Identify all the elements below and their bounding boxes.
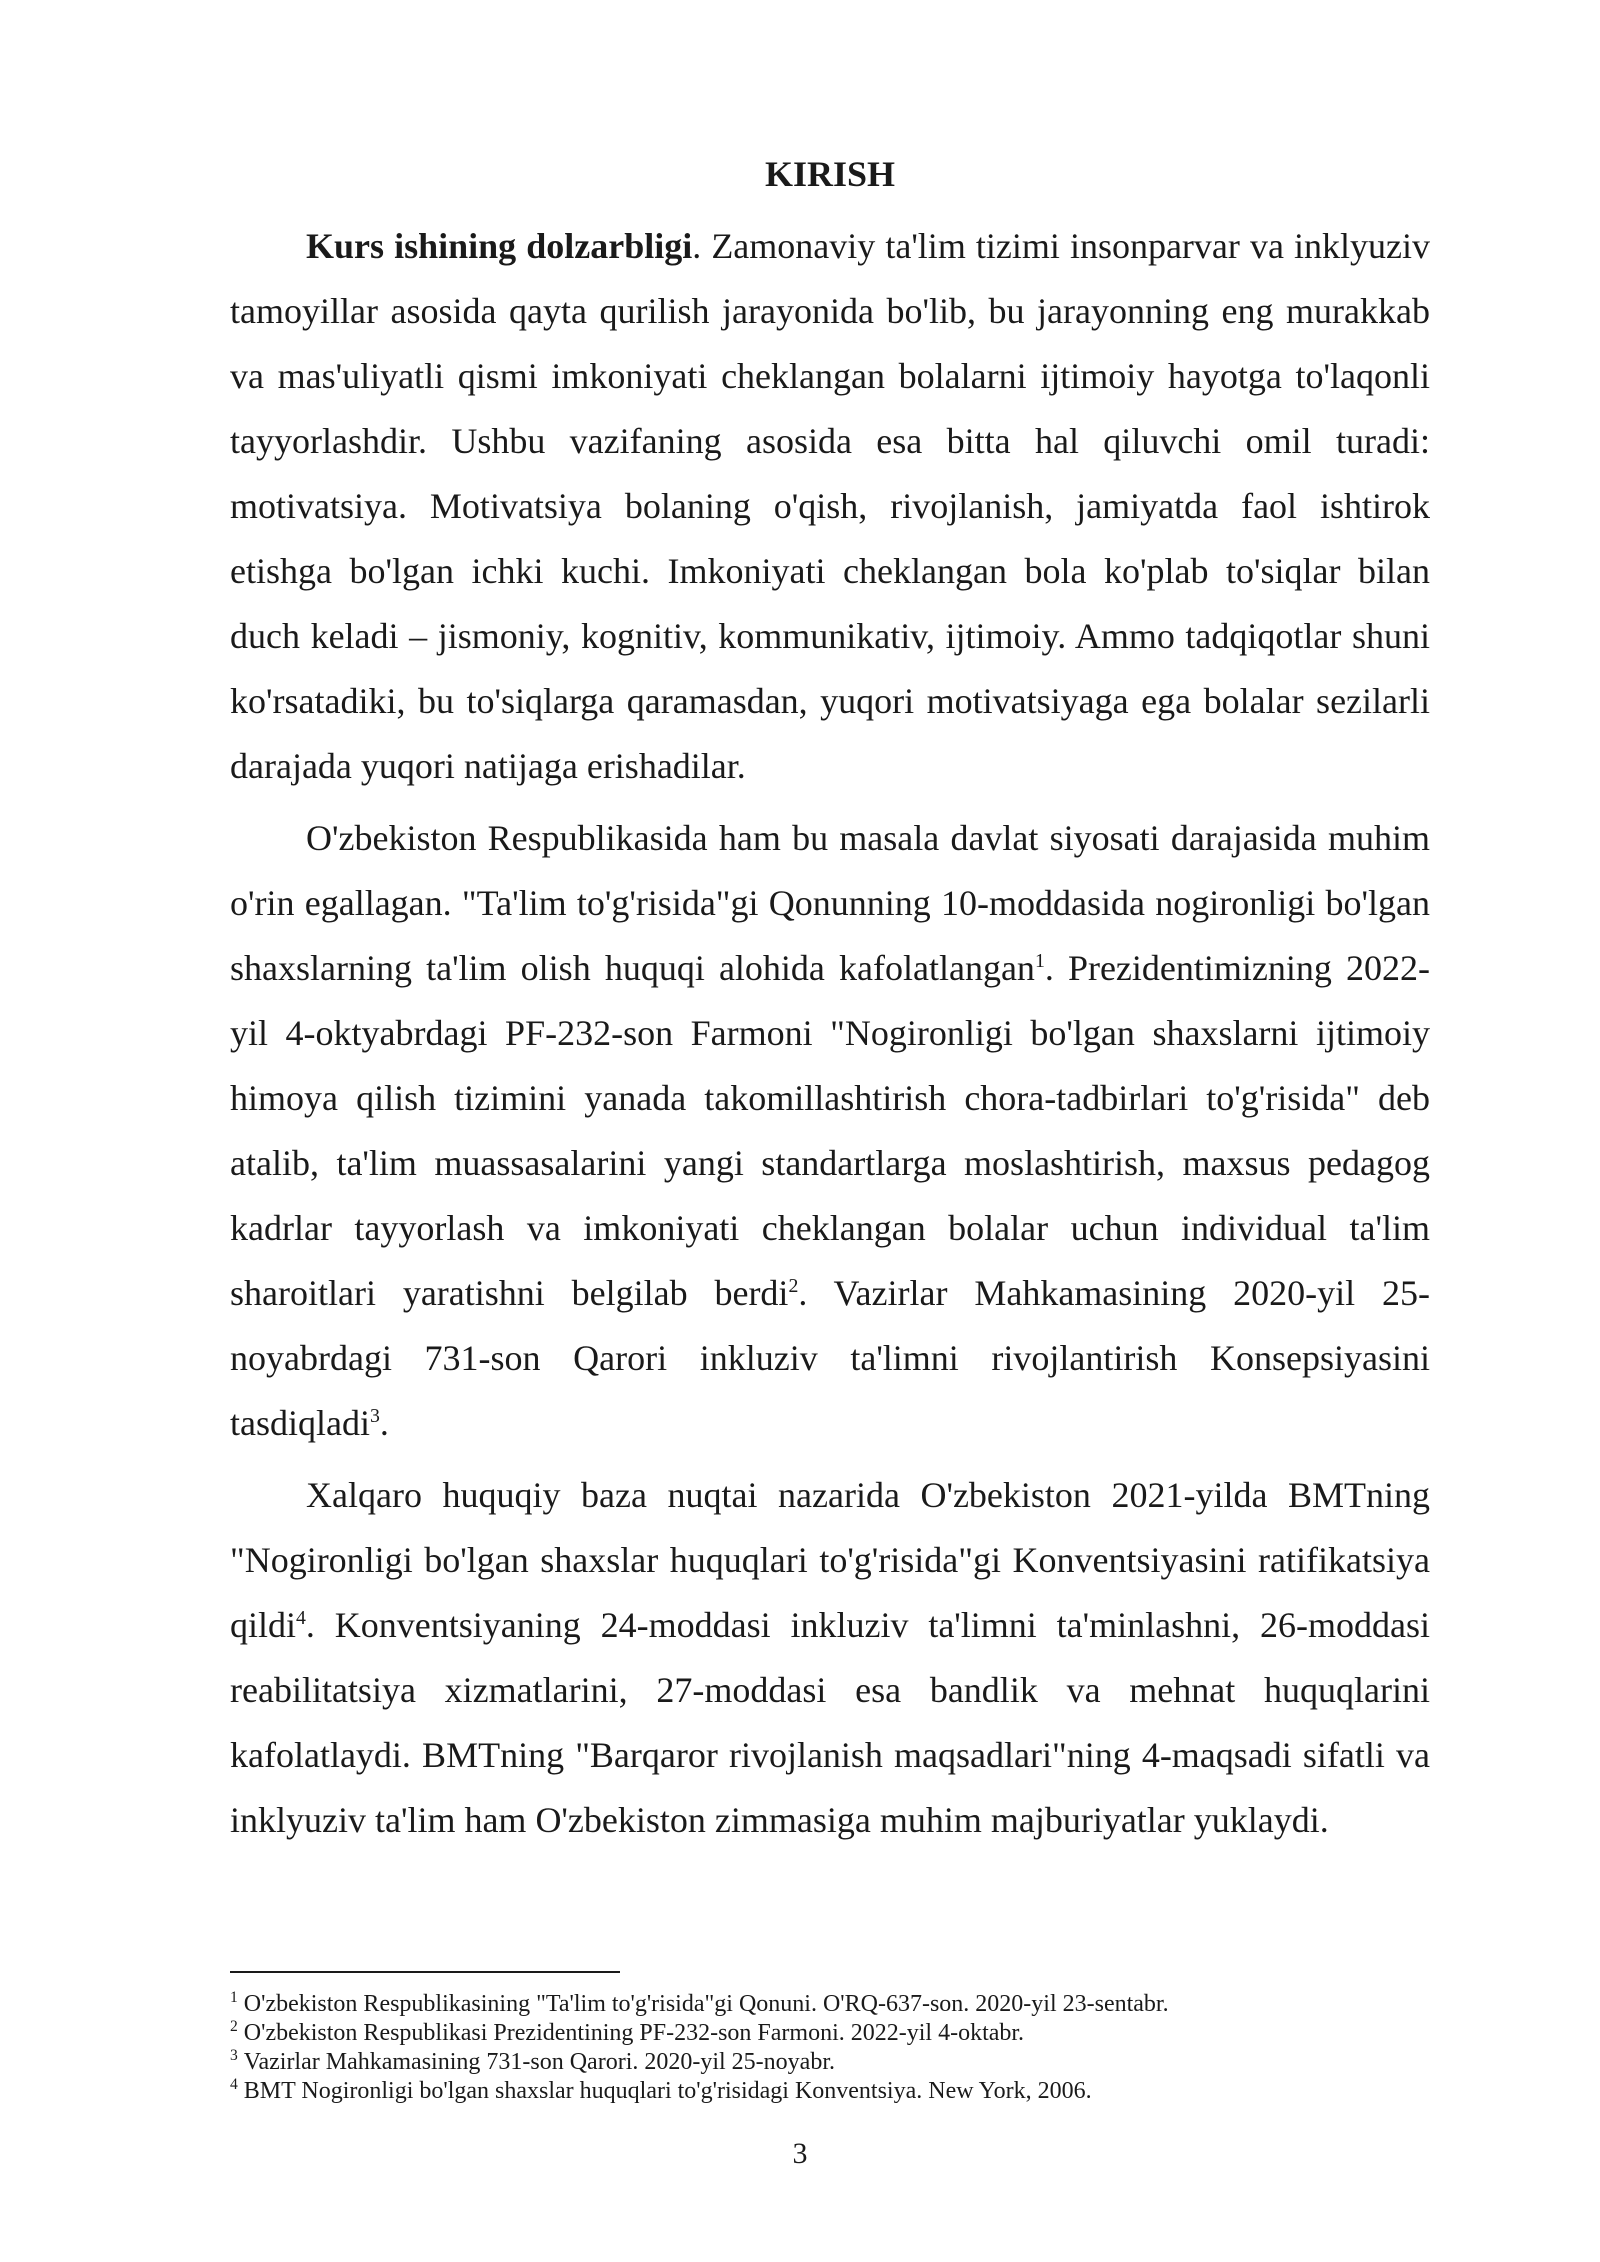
footnote-number: 2 [230, 2018, 238, 2035]
paragraph-international-law [230, 1463, 1430, 1853]
footnotes [230, 1990, 1430, 2106]
footnote-separator [230, 1971, 620, 1973]
footnote-text: BMT Nogironligi bo'lgan shaxslar huquqlari to'g'risidagi Konventsiya. New York, 2006. [243, 2078, 1092, 2104]
paragraph-text: . Vazirlar Mahkamasining 2020-yil 25-noyabrdagi 731-son Qarori inkluziv ta'limni rivojlantirish Konsepsiyasini tasdiqladi [230, 1273, 1430, 1443]
footnote-1 [230, 1990, 1430, 2019]
footnote-2 [230, 2019, 1430, 2048]
paragraph-national-law [230, 806, 1430, 1456]
footnote-3 [230, 2048, 1430, 2077]
footnote-ref-4[interactable]: 4 [296, 1607, 306, 1629]
footnote-text: O'zbekiston Respublikasining "Ta'lim to'g'risida"gi Qonuni. O'RQ-637-son. 2020-yil 23-sentabr. [243, 1991, 1169, 2017]
footnote-text: Vazirlar Mahkamasining 731-son Qarori. 2020-yil 25-noyabr. [243, 2049, 835, 2075]
footnote-ref-1[interactable]: 1 [1034, 950, 1045, 972]
paragraph-text: . Zamonaviy ta'lim tizimi insonparvar va inklyuziv tamoyillar asosida qayta qurilish jarayonida bo'lib, bu jarayonning eng murakkab va mas'uliyatli qismi imkoniyati cheklangan bolalarni ijtimoiy hayotga to'laqonli tayyorlashdir. Ushbu vazifaning asosida esa bitta hal qiluvchi omil turadi: motivatsiya. Motivatsiya bolaning o'qish, rivojlanish, jamiyatda faol ishtirok etishga bo'lgan ichki kuchi. Imkoniyati cheklangan bola ko'plab to'siqlar bilan duch keladi – jismoniy, kognitiv, kommunikativ, ijtimoiy. Ammo tadqiqotlar shuni ko'rsatadiki, bu to'siqlarga qaramasdan, yuqori motivatsiyaga ega bolalar sezilarli darajada yuqori natijaga erishadilar. [230, 226, 1430, 786]
footnote-text: O'zbekiston Respublikasi Prezidentining PF-232-son Farmoni. 2022-yil 4-oktabr. [243, 2020, 1025, 2046]
footnote-ref-3[interactable]: 3 [369, 1405, 380, 1427]
paragraph-text: . Prezidentimizning 2022-yil 4-oktyabrdagi PF-232-son Farmoni "Nogironligi bo'lgan shaxslarni ijtimoiy himoya qilish tizimini yanada takomillashtirish chora-tadbirlari to'g'risida" deb atalib, ta'lim muassasalarini yangi standartlarga moslashtirish, maxsus pedagog kadrlar tayyorlash va imkoniyati cheklangan bolalar uchun individual ta'lim sharoitlari yaratishni belgilab berdi [230, 948, 1430, 1313]
footnote-number: 3 [230, 2047, 238, 2064]
footnote-number: 4 [230, 2076, 238, 2093]
paragraph-relevance [230, 214, 1430, 799]
paragraph-text: O'zbekiston Respublikasida ham bu masala davlat siyosati darajasida muhim o'rin egallagan. "Ta'lim to'g'risida"gi Qonunning 10-moddasida nogironligi bo'lgan shaxslarning ta'lim olish huquqi alohida kafolatlangan [230, 818, 1430, 988]
footnote-number: 1 [230, 1989, 238, 2006]
page-heading: KIRISH [764, 154, 896, 194]
body-text [230, 214, 1430, 1860]
page-number: 3 [792, 2137, 808, 2170]
footnote-4 [230, 2077, 1430, 2106]
paragraph-text: . Konventsiyaning 24-moddasi inkluziv ta'limni ta'minlashni, 26-moddasi reabilitatsiya xizmatlarini, 27-moddasi esa bandlik va mehnat huquqlarini kafolatlaydi. BMTning "Barqaror rivojlanish maqsadlari"ning 4-maqsadi sifatli va inklyuziv ta'lim ham O'zbekiston zimmasiga muhim majburiyatlar yuklaydi. [230, 1605, 1430, 1840]
paragraph-text: Xalqaro huquqiy baza nuqtai nazarida O'zbekiston 2021-yilda BMTning "Nogironligi bo'lgan shaxslar huquqlari to'g'risida"gi Konventsiyasini ratifikatsiya qildi [230, 1475, 1430, 1645]
paragraph-text: . [379, 1403, 389, 1443]
footnote-ref-2[interactable]: 2 [788, 1275, 799, 1297]
relevance-lead: Kurs ishining dolzarbligi [306, 226, 693, 266]
